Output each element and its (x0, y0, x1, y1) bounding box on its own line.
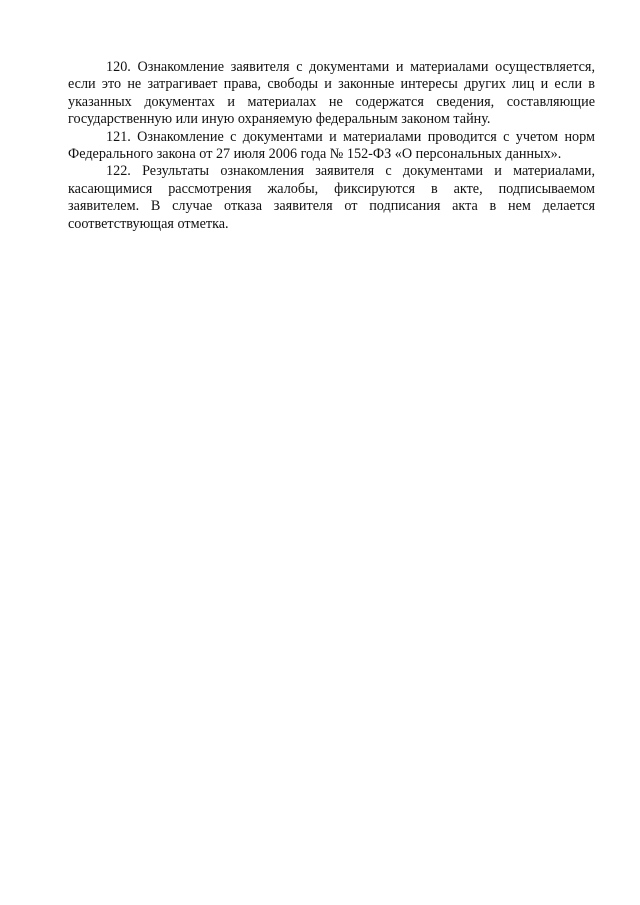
paragraph-121: 121. Ознакомление с документами и материалами проводится с учетом норм Федерального закона от 27 июля 2006 года № 152-ФЗ «О персональных данных». (68, 128, 595, 163)
paragraph-120: 120. Ознакомление заявителя с документами и материалами осуществляется, если это не затрагивает права, свободы и законные интересы других лиц и если в указанных документах и материалах не содержатся сведения, составляющие государственную или иную охраняемую федеральным законом тайну. (68, 59, 595, 128)
document-body (68, 59, 595, 233)
paragraph-122: 122. Результаты ознакомления заявителя с документами и материалами, касающимися рассмотрения жалобы, фиксируются в акте, подписываемом заявителем. В случае отказа заявителя от подписания акта в нем делается соответствующая отметка. (68, 163, 595, 232)
